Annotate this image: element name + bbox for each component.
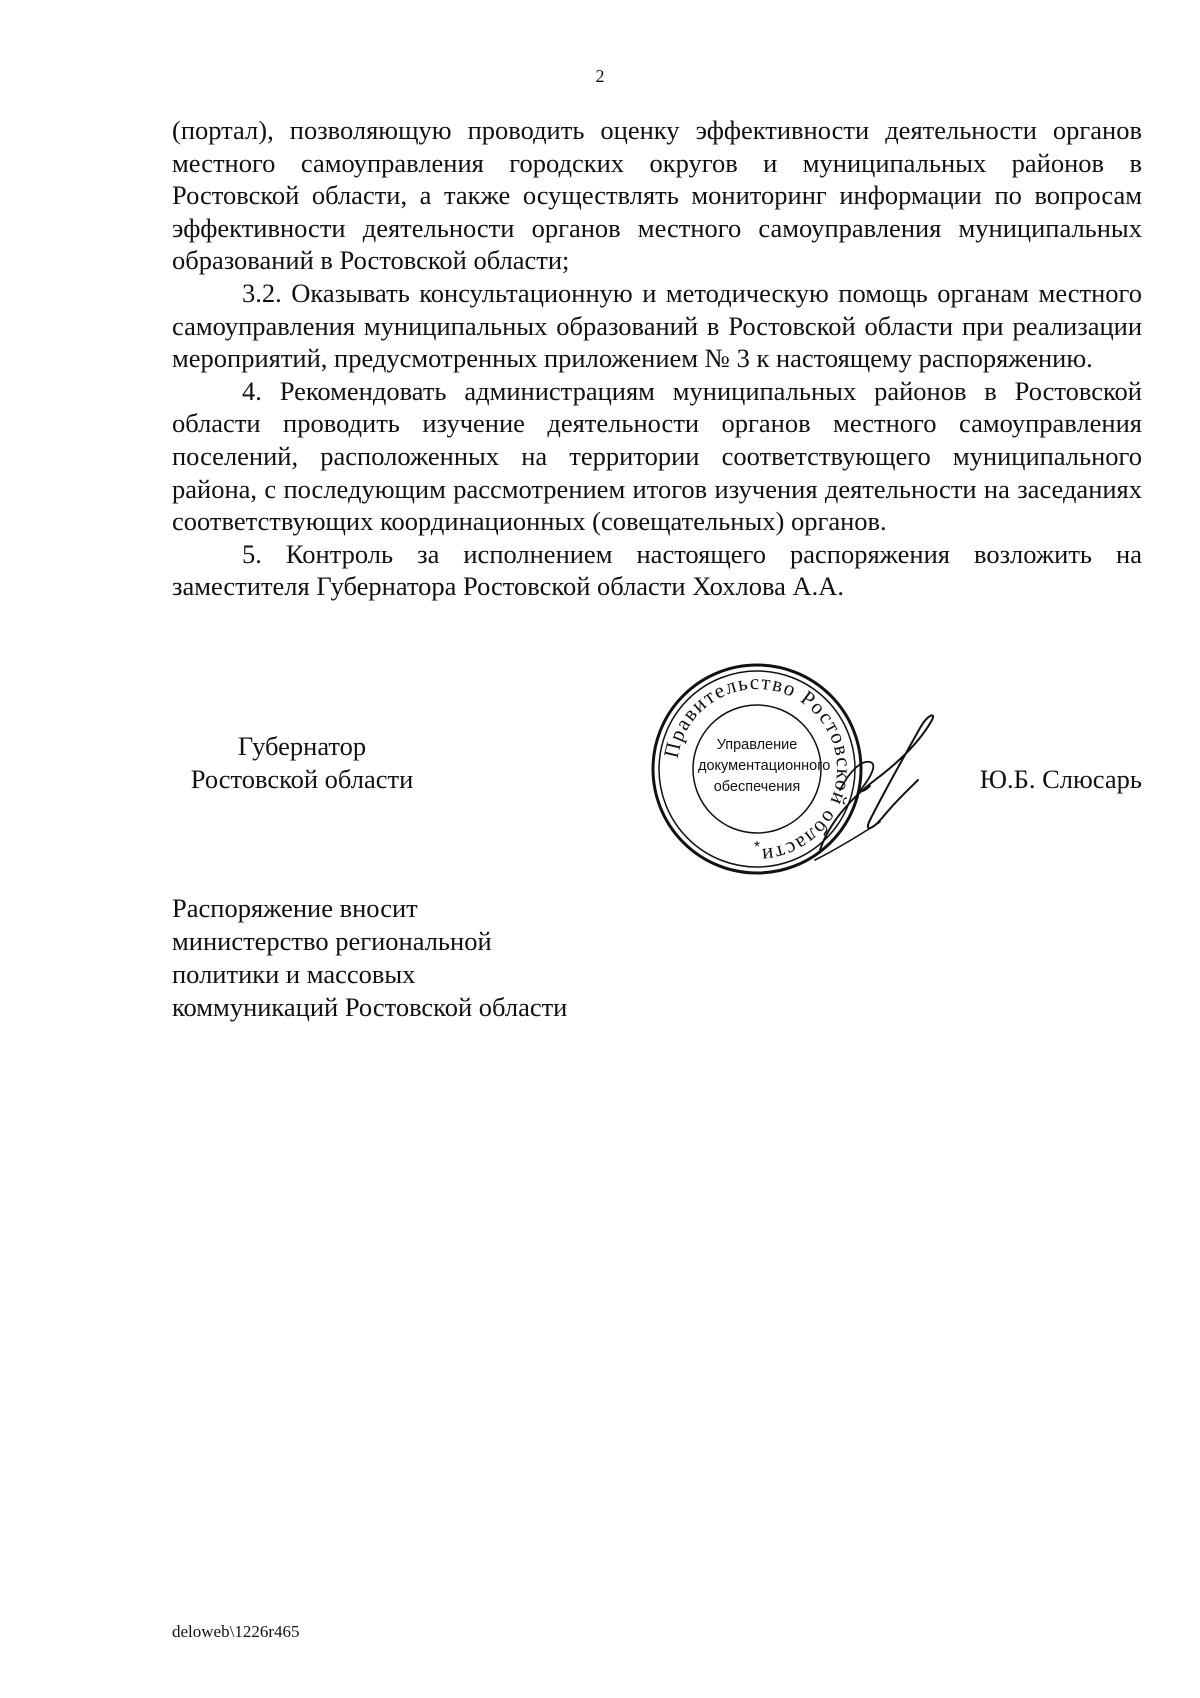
submitter-line3: политики и массовых [172,959,416,989]
seal-star: * [753,839,761,856]
seal-inner-line1: Управление [716,737,798,753]
seal-ring-text: Правительство Ростовской области [658,669,857,869]
submitter-block [172,892,567,1024]
page-number: 2 [595,66,605,86]
governor-name: Ю.Б. Слюсарь [979,764,1142,794]
seal-inner-line3: обеспечения [713,779,801,795]
paragraph-portal-continuation: (портал), позволяющую проводить оценку эффективности деятельности органов местного самоуправления городских округов и муниципальных районов в Ростовской области, а также осуществлять мониторинг информации по вопросам эффективности деятельности органов местного самоуправления муниципальных образований в Ростовской области; [172,115,1142,276]
submitter-line4: коммуникаций Ростовской области [172,992,568,1022]
signature-drawing [800,700,980,870]
seal-inner-line2: документационного [698,758,831,774]
document-body [172,114,1142,603]
submitter-line1: Распоряжение вносит [172,893,418,923]
governor-title [172,730,432,796]
governor-title-line2: Ростовской области [190,764,414,794]
paragraph-3-2: 3.2. Оказывать консультационную и методическую помощь органам местного самоуправления муниципальных образований в Ростовской области при реализации мероприятий, предусмотренных приложением № 3 к настоящему распоряжению. [172,277,1142,374]
paragraph-4: 4. Рекомендовать администрациям муниципальных районов в Ростовской области проводить изучение деятельности органов местного самоуправления поселений, расположенных на территории соответствующего муниципального района, с последующим рассмотрением итогов изучения деятельности на заседаниях соответствующих координационных (совещательных) органов. [172,375,1142,537]
seal-inner-text [698,735,831,798]
submitter-line2: министерство региональной [172,926,492,956]
handwritten-signature [800,700,980,870]
paragraph-5: 5. Контроль за исполнением настоящего распоряжения возложить на заместителя Губернатора Ростовской области Хохлова А.А. [172,538,1142,602]
document-code: deloweb\1226r465 [172,1622,300,1641]
governor-title-line1: Губернатор [237,731,367,761]
